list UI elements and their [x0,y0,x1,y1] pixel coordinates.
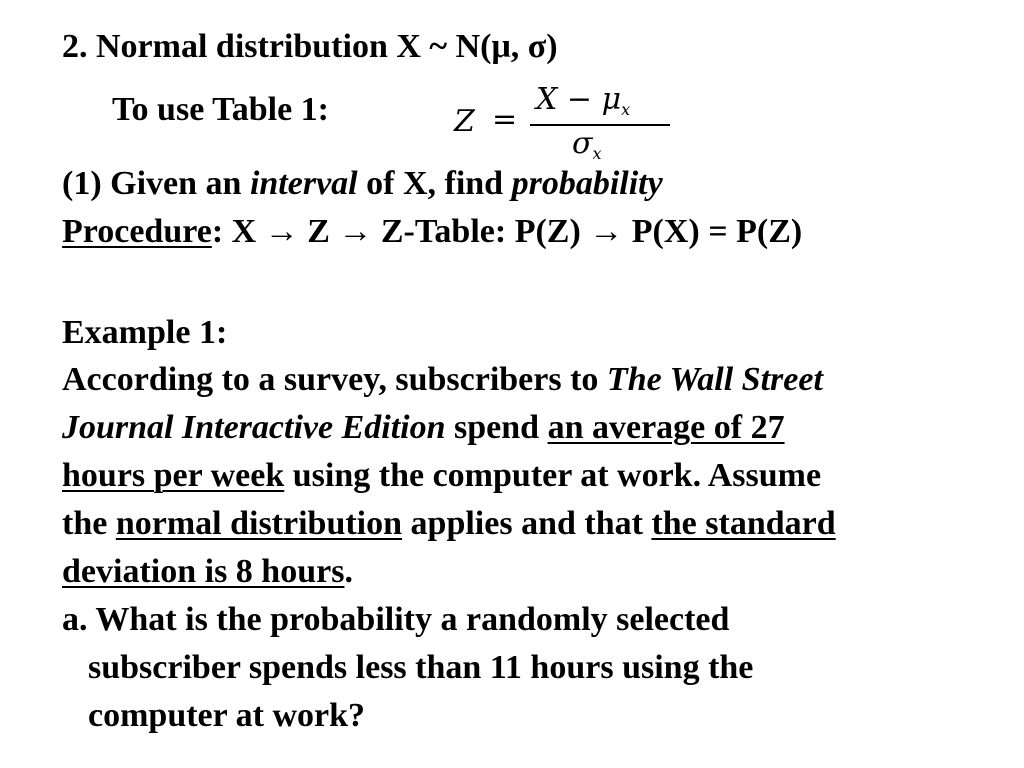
step-1 [62,164,663,204]
formula-mu-subscript: x [621,100,631,119]
example-text: spend [445,409,548,446]
std-dev-highlight: the standard [651,505,836,542]
z-formula [448,82,688,162]
step-1-interval: interval [249,165,358,202]
formula-sigma: σ [572,126,593,161]
example-text: applies and that [402,505,652,542]
example-line-3 [62,456,821,496]
formula-mu: μ [601,82,622,117]
formula-minus: − [566,82,593,117]
example-line-1 [62,360,823,400]
formula-x: X [536,82,558,117]
example-text: the [62,505,116,542]
step-1-prefix: (1) Given an [62,165,250,202]
heading: 2. Normal distribution X ~ N(μ, σ) [62,28,558,65]
formula-equals: = [492,102,518,137]
example-title: Example 1: [62,314,228,351]
example-line-5 [62,552,353,592]
question-a-line-3: computer at work? [88,697,365,734]
mean-highlight: an average of 27 [547,409,785,446]
formula-numerator [536,82,630,119]
formula-denominator [572,126,602,163]
step-1-probability: probability [511,165,663,202]
mean-highlight: hours per week [62,457,285,494]
question-a-line-1: a. What is the probability a randomly selected [62,601,730,638]
table-intro: To use Table 1: [112,91,329,128]
question-a-line-2: subscriber spends less than 11 hours using the [88,649,754,686]
example-text: using the computer at work. Assume [284,457,822,494]
formula-z: Z [454,104,475,139]
procedure [62,212,802,252]
example-text: According to a survey, subscribers to [62,361,607,398]
step-1-middle: of X, find [357,165,512,202]
procedure-text: : X → Z → Z-Table: P(Z) → P(X) = P(Z) [211,213,803,250]
procedure-label: Procedure [62,213,212,250]
std-dev-highlight: deviation is 8 hours [62,553,345,590]
example-text: . [344,553,353,590]
journal-title: The Wall Street [606,361,823,398]
example-line-4 [62,504,836,544]
example-line-2 [62,408,785,448]
formula-sigma-subscript: x [592,144,602,163]
distribution-highlight: normal distribution [115,505,403,542]
journal-title: Journal Interactive Edition [62,409,446,446]
